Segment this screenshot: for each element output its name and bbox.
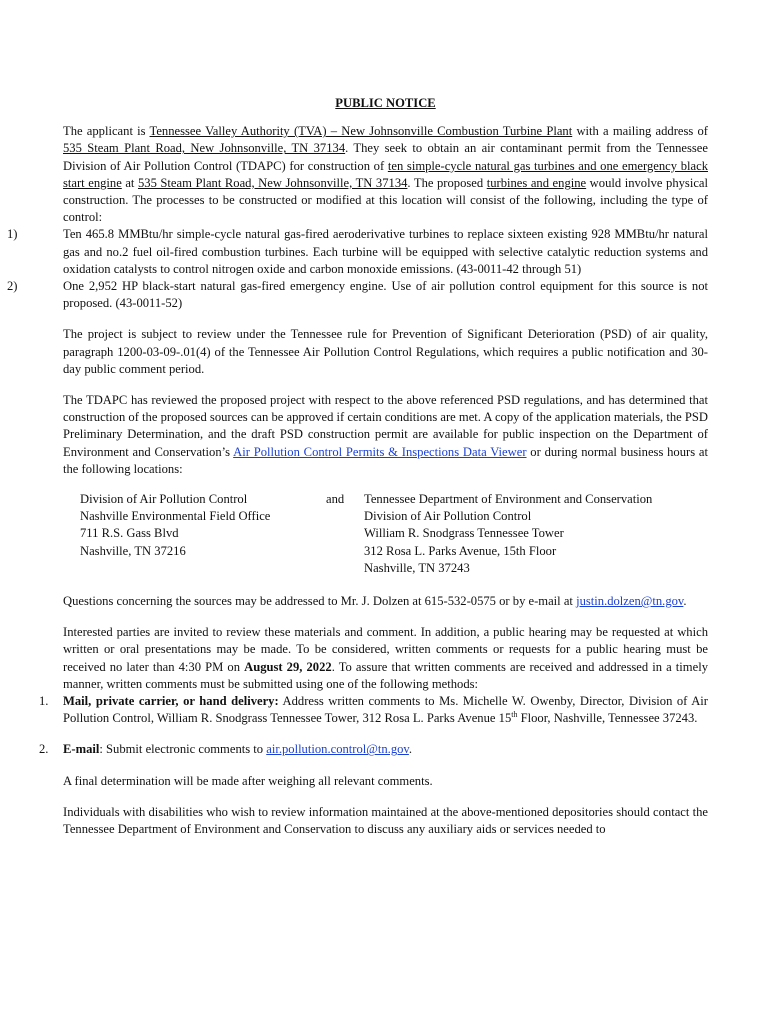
- list-item: [39, 693, 708, 727]
- final-determination: A final determination will be made after weighing all relevant comments.: [63, 773, 433, 788]
- method-text: : Submit electronic comments to: [99, 742, 267, 757]
- locations-connector: and: [326, 492, 345, 507]
- address-line: Tennessee Department of Environment and Conservation: [364, 492, 653, 507]
- intro-text: at: [121, 175, 138, 190]
- disabilities-paragraph: Individuals with disabilities who wish to review information maintained at the above-mentioned depositories should contact the Tennessee Department of Environment and Conservation to discuss any auxiliary aids or services needed to: [63, 804, 708, 837]
- list-item: [7, 226, 708, 278]
- location-nashville-efo: [80, 491, 270, 560]
- list-item-text: One 2,952 HP black-start natural gas-fired emergency engine. Use of air pollution control equipment for this source is not proposed. (43-0011-52): [63, 279, 708, 311]
- comment-deadline: August 29, 2022: [244, 659, 332, 674]
- questions-text: .: [683, 594, 687, 609]
- list-item-text: Ten 465.8 MMBtu/hr simple-cycle natural gas-fired aeroderivative turbines to replace sixteen existing 928 MMBtu/hr natural gas and no.2 fuel oil-fired combustion turbines. Each turbine will be equipped with selective catalytic reduction systems and oxidation catalysts to control nitrogen oxide and carbon monoxide emissions. (43-0011-42 through 51): [63, 227, 708, 276]
- equipment-name: turbines and engine: [486, 175, 587, 190]
- review-text: or during normal business hours at the following locations:: [63, 444, 708, 476]
- applicant-name: Tennessee Valley Authority (TVA) – New Johnsonville Combustion Turbine Plant: [149, 124, 573, 139]
- intro-text: with a mailing address of: [572, 124, 708, 139]
- list-marker: 2.: [39, 742, 49, 757]
- source-list: [7, 226, 708, 312]
- address-line: William R. Snodgrass Tennessee Tower: [364, 526, 564, 541]
- intro-text: . The proposed: [407, 175, 487, 190]
- location-tdec: [364, 491, 652, 577]
- psd-paragraph: The project is subject to review under the Tennessee rule for Prevention of Significant Deterioration (PSD) of air quality, paragraph 1200-03-09-.01(4) of the Tennessee Air Pollution Control Regulations, which requires a public notification and 30-day public comment period.: [63, 327, 708, 376]
- submission-email-link[interactable]: air.pollution.control@tn.gov: [266, 742, 409, 757]
- comments-text: . To assure that written comments are received and addressed in a timely manner, written comments must be submitted using one of the following methods:: [63, 659, 708, 691]
- comments-text: Interested parties are invited to review these materials and comment. In addition, a public hearing may be requested at which written or oral presentations may be made. To be considered, written comments or requests for a public hearing must be received no later than 4:30 PM on: [63, 625, 708, 674]
- method-label: E-mail: [63, 742, 100, 757]
- address-line: Nashville, TN 37216: [80, 543, 186, 558]
- contact-email-link[interactable]: justin.dolzen@tn.gov: [576, 594, 684, 609]
- list-marker: 1): [7, 227, 18, 242]
- questions-paragraph: [63, 593, 708, 610]
- list-item: [39, 741, 708, 758]
- review-text: The TDAPC has reviewed the proposed project with respect to the above referenced PSD regulations, and has determined that construction of the proposed sources can be approved if certain conditions are met. A copy of the application materials, the PSD Preliminary Determination, and the draft PSD construction permit are available for public inspection on the Department of Environment and Conservation’s: [63, 393, 708, 459]
- list-item: [7, 278, 708, 312]
- questions-text: Questions concerning the sources may be addressed to Mr. J. Dolzen at 615-532-0575 or by e-mail at: [63, 594, 577, 609]
- address-line: Division of Air Pollution Control: [364, 509, 532, 524]
- intro-text: would involve physical construction. The processes to be constructed or modified at this location will consist of the following, including the type of control:: [63, 175, 708, 225]
- data-viewer-link[interactable]: Air Pollution Control Permits & Inspections Data Viewer: [233, 444, 527, 459]
- site-address: 535 Steam Plant Road, New Johnsonville, TN 37134: [137, 175, 408, 190]
- notice-body: [7, 95, 708, 838]
- address-line: Nashville, TN 37243: [364, 560, 470, 575]
- method-text: .: [408, 742, 413, 757]
- method-text: Floor, Nashville, Tennessee 37243.: [517, 711, 698, 726]
- review-paragraph: [63, 392, 708, 478]
- list-marker: 2): [7, 279, 18, 294]
- intro-paragraph: [63, 123, 708, 226]
- ordinal-suffix: th: [511, 710, 518, 720]
- submission-methods: [39, 693, 708, 759]
- address-line: 711 R.S. Gass Blvd: [80, 526, 179, 541]
- address-line: Nashville Environmental Field Office: [80, 509, 271, 524]
- method-label: Mail, private carrier, or hand delivery:: [63, 694, 279, 709]
- locations-block: [63, 491, 708, 579]
- list-marker: 1.: [39, 694, 49, 709]
- address-line: 312 Rosa L. Parks Avenue, 15th Floor: [364, 543, 557, 558]
- mailing-address: 535 Steam Plant Road, New Johnsonville, TN 37134: [63, 141, 346, 156]
- intro-text: . They seek to obtain an air contaminant permit from the Tennessee Division of Air Pollution Control (TDAPC) for construction of: [63, 141, 708, 173]
- page-title: PUBLIC NOTICE: [335, 96, 436, 110]
- address-line: Division of Air Pollution Control: [80, 492, 248, 507]
- comments-paragraph: [63, 624, 708, 693]
- method-text: Address written comments to Ms. Michelle W. Owenby, Director, Division of Air Pollution Control, William R. Snodgrass Tennessee Tower, 312 Rosa L. Parks Avenue 15: [63, 694, 708, 726]
- intro-text: The applicant is: [63, 124, 150, 139]
- project-description: ten simple-cycle natural gas turbines and one emergency black start engine: [63, 158, 708, 190]
